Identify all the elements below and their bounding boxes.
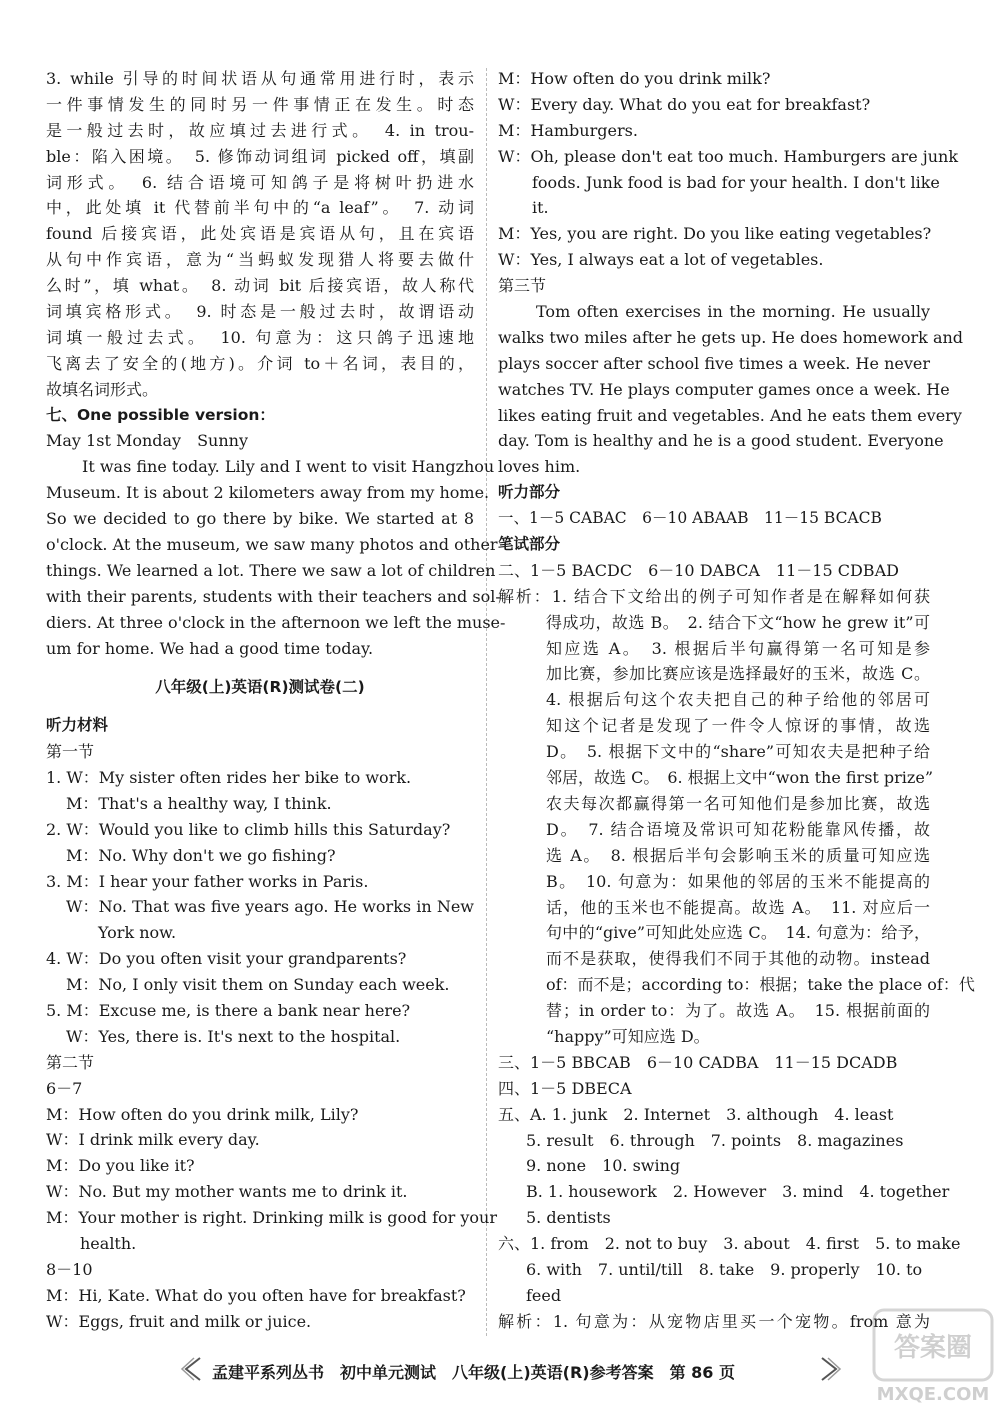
text-line: 3. M：I hear your father works in Paris.	[46, 871, 369, 891]
text-line: 知这个记者是发现了一件令人惊讶的事情，故选	[546, 716, 930, 736]
text-line: W：Every day. What do you eat for breakfast?	[498, 94, 871, 114]
text-line: 故填名词形式。	[46, 379, 159, 399]
text-line: M：Your mother is right. Drinking milk is good for your	[46, 1208, 497, 1228]
text-line: 一件事情发生的同时另一件事情正在发生。时态	[46, 94, 474, 114]
section-heading: 听力材料	[46, 716, 109, 735]
text-line: 8－10	[46, 1259, 93, 1279]
section-heading: 笔试部分	[498, 535, 561, 554]
text-line: It was fine today. Lily and I went to visit Hangzhou	[82, 457, 495, 477]
text-line: W：Yes, I always eat a lot of vegetables.	[498, 250, 824, 270]
text-line: o'clock. At the museum, we saw many photos and other	[46, 535, 498, 555]
text-line: M：Hi, Kate. What do you often have for breakfast?	[46, 1285, 466, 1305]
text-line: York now.	[98, 923, 177, 943]
right-column	[498, 66, 975, 1335]
text-line: health.	[80, 1233, 137, 1253]
text-line: May 1st Monday Sunny	[46, 431, 249, 451]
text-line: W：No. But my mother wants me to drink it.	[46, 1182, 408, 1202]
text-line: 是一般过去时，故应填过去进行式。 4. in trou-	[46, 120, 474, 140]
text-line: foods. Junk food is bad for your health. I don't like	[532, 172, 940, 192]
text-line: M：Do you like it?	[46, 1156, 195, 1176]
section-heading: 七、One possible version：	[46, 405, 275, 424]
text-line: 中，此处填 it 代替前半句中的“a leaf”。 7. 动词	[46, 198, 474, 218]
text-line: 句中的“give”可知此处应选 C。 14. 句意为：给予，	[546, 923, 930, 943]
text-line: W：Eggs, fruit and milk or juice.	[46, 1311, 312, 1331]
answer-line: 5. dentists	[526, 1208, 611, 1228]
text-line: 选 A。 8. 根据后半句会影响玉米的质量可知应选	[546, 845, 930, 865]
text-line: “happy”可知应选 D。	[546, 1026, 710, 1046]
text-line: it.	[532, 198, 549, 218]
svg-text:答案圈: 答案圈	[893, 1333, 973, 1363]
text-line: 5. M：Excuse me, is there a bank near here?	[46, 1000, 411, 1020]
answer-line: 三、1－5 BBCAB 6－10 CADBA 11－15 DCADB	[498, 1052, 898, 1072]
answer-line: feed	[526, 1285, 562, 1305]
text-line: loves him.	[498, 457, 581, 477]
test-title: 八年级(上)英语(R)测试卷(二)	[155, 678, 365, 697]
text-line: 邻居，故选 C。 6. 根据上文中“won the first prize”	[546, 768, 934, 788]
text-line: 替；in order to：为了。故选 A。 15. 根据前面的	[546, 1001, 930, 1021]
text-line: 从句中作宾语，意为“当蚂蚁发现猎人将要去做什	[46, 250, 474, 270]
text-line: 解析：1. 句意为：从宠物店里买一个宠物。from 意为	[498, 1311, 930, 1331]
text-line: W：Yes, there is. It's next to the hospital.	[66, 1026, 401, 1046]
answer-line: 五、A. 1. junk 2. Internet 3. although 4. least	[498, 1104, 894, 1124]
text-line: 4. 根据后句这个农夫把自己的种子给他的邻居可	[546, 690, 930, 710]
text-line: ble：陷入困境。 5. 修饰动词组词 picked off，填副	[46, 146, 474, 166]
text-line: 词形式。 6. 结合语境可知鸽子是将树叶扔进水	[46, 172, 474, 192]
text-line: 3. while 引导的时间状语从句通常用进行时，表示	[46, 69, 474, 88]
left-column	[46, 66, 506, 1335]
text-line: 词填一般过去式。 10. 句意为：这只鸽子迅速地	[46, 327, 474, 347]
text-line: found 后接宾语，此处宾语是宾语从句，且在宾语	[46, 224, 474, 244]
text-line: 话，他的玉米也不能提高。故选 A。 11. 对应后一	[546, 897, 930, 917]
page-footer	[0, 1352, 1000, 1392]
text-line: 6－7	[46, 1078, 83, 1098]
text-line: Tom often exercises in the morning. He usually	[536, 302, 930, 322]
text-line: M：Yes, you are right. Do you like eating vegetables?	[498, 224, 932, 244]
text-line: 么时”，填 what。 8. 动词 bit 后接宾语，故人称代	[46, 276, 474, 296]
section-heading: 听力部分	[498, 483, 561, 502]
text-line: um for home. We had a good time today.	[46, 638, 374, 658]
answer-line: 四、1－5 DBECA	[498, 1078, 632, 1098]
text-line: with their parents, students with their teachers and sol-	[46, 586, 501, 606]
text-line: M：No, I only visit them on Sunday each week.	[66, 975, 450, 995]
text-line: of：而不是；according to：根据；take the place of：代	[546, 975, 975, 995]
text-line: 加比赛，参加比赛应该是选择最好的玉米，故选 C。	[546, 664, 930, 684]
text-line: W：I drink milk every day.	[46, 1130, 260, 1150]
watermark-logo	[870, 1300, 996, 1408]
answer-line: 六、1. from 2. not to buy 3. about 4. first 5. to make	[498, 1234, 961, 1254]
text-line: 而不是获取，使得我们不同于其他的动物。instead	[546, 949, 930, 969]
answer-line: 一、1－5 CABAC 6－10 ABAAB 11－15 BCACB	[498, 509, 882, 528]
text-line: So we decided to go there by bike. We started at 8	[46, 509, 474, 529]
answer-line: B. 1. housework 2. However 3. mind 4. together	[526, 1182, 950, 1202]
column-divider	[486, 68, 487, 1336]
text-line: 知应选 A。 3. 根据后半句赢得第一名可知是参	[546, 638, 930, 658]
text-line: M：How often do you drink milk?	[498, 69, 771, 88]
text-line: Museum. It is about 2 kilometers away from my home.	[46, 483, 490, 503]
text-line: 得成功，故选 B。 2. 结合下文“how he grew it”可	[546, 612, 930, 632]
svg-text:MXQE.COM: MXQE.COM	[876, 1384, 990, 1405]
text-line: 4. W：Do you often visit your grandparents?	[46, 949, 407, 969]
text-line: W：No. That was five years ago. He works in New	[66, 897, 474, 917]
text-line: D。 5. 根据下文中的“share”可知农夫是把种子给	[546, 742, 930, 762]
text-line: 第二节	[46, 1052, 95, 1072]
text-line: things. We learned a lot. There we saw a lot of children	[46, 560, 496, 580]
text-line: 2. W：Would you like to climb hills this Saturday?	[46, 819, 451, 839]
text-line: 飞离去了安全的(地方)。介词 to＋名词，表目的，	[46, 353, 474, 373]
text-line: M：No. Why don't we go fishing?	[66, 845, 336, 865]
text-line: M：That's a healthy way, I think.	[66, 793, 332, 813]
answer-line: 二、1－5 BACDC 6－10 DABCA 11－15 CDBAD	[498, 560, 899, 580]
text-line: watches TV. He plays computer games once a week. He	[498, 379, 950, 399]
text-line: W：Oh, please don't eat too much. Hamburgers are junk	[498, 146, 959, 166]
text-line: 第三节	[498, 276, 547, 296]
answer-line: 9. none 10. swing	[526, 1156, 681, 1176]
answer-line: 5. result 6. through 7. points 8. magazines	[526, 1130, 904, 1150]
text-line: 1. W：My sister often rides her bike to work.	[46, 767, 412, 787]
text-line: plays soccer after school five times a week. He never	[498, 353, 930, 373]
text-line: 解析：1. 结合下文给出的例子可知作者是在解释如何获	[498, 586, 930, 606]
text-line: walks two miles after he gets up. He does homework and	[498, 327, 964, 347]
text-line: 农夫每次都赢得第一名可知他们是参加比赛，故选	[546, 793, 930, 813]
answer-line: 6. with 7. until/till 8. take 9. properly 10. to	[526, 1259, 923, 1279]
text-line: diers. At three o'clock in the afternoon we left the muse-	[46, 612, 506, 632]
text-line: D。 7. 结合语境及常识可知花粉能靠风传播，故	[546, 819, 930, 839]
text-line: B。 10. 句意为：如果他的邻居的玉米不能提高的	[546, 871, 930, 891]
text-line: M：How often do you drink milk, Lily?	[46, 1104, 359, 1124]
text-line: likes eating fruit and vegetables. And he eats them every	[498, 405, 962, 425]
text-line: 第一节	[46, 742, 95, 762]
text-line: 词填宾格形式。 9. 时态是一般过去时，故谓语动	[46, 302, 474, 322]
left-ornament-icon	[180, 1356, 202, 1382]
text-line: M：Hamburgers.	[498, 120, 638, 140]
right-ornament-icon	[820, 1356, 842, 1382]
text-line: day. Tom is healthy and he is a good student. Everyone	[498, 431, 944, 451]
footer-text: 孟建平系列丛书 初中单元测试 八年级(上)英语(R)参考答案 第 86 页	[212, 1363, 735, 1382]
